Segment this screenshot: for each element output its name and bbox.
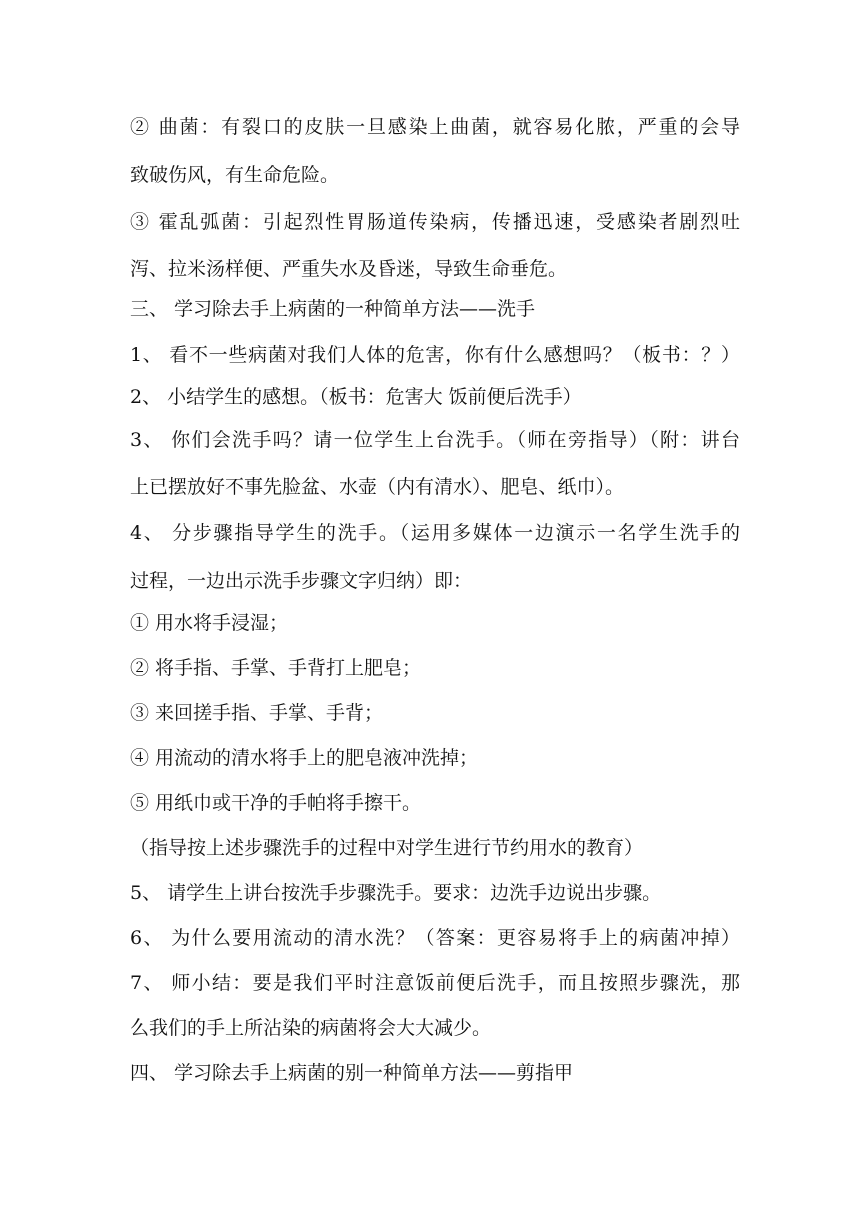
note-line: （指导按上述步骤洗手的过程中对学生进行节约用水的教育） bbox=[130, 837, 644, 859]
step-5: ⑤ 用纸巾或干净的手帕将手擦干。 bbox=[130, 792, 422, 814]
list-item-6: 6、 为什么要用流动的清水洗？（答案：更容易将手上的病菌冲掉） bbox=[130, 927, 740, 949]
list-item-5: 5、 请学生上讲台按洗手步骤洗手。要求：边洗手边说出步骤。 bbox=[130, 882, 662, 904]
section-heading-nail-trimming: 四、 学习除去手上病菌的别一种简单方法——剪指甲 bbox=[130, 1062, 574, 1084]
text-line-cholera: ③ 霍乱弧菌：引起烈性胃肠道传染病，传播迅速，受感染者剧烈吐 bbox=[130, 211, 740, 233]
list-item-1: 1、 看不一些病菌对我们人体的危害，你有什么感想吗？（板书：？） bbox=[130, 344, 740, 366]
list-item-4: 4、 分步骤指导学生的洗手。（运用多媒体一边演示一名学生洗手的 bbox=[130, 522, 740, 544]
step-1: ① 用水将手浸湿； bbox=[130, 612, 289, 634]
step-4: ④ 用流动的清水将手上的肥皂液冲洗掉； bbox=[130, 747, 479, 769]
text-line: 么我们的手上所沾染的病菌将会大大减少。 bbox=[130, 1017, 492, 1039]
text-line: 上已摆放好不事先脸盆、水壶（内有清水）、肥皂、纸巾）。 bbox=[130, 476, 625, 498]
text-line: 泻、拉米汤样便、严重失水及昏迷，导致生命垂危。 bbox=[130, 258, 568, 280]
list-item-7: 7、 师小结：要是我们平时注意饭前便后洗手，而且按照步骤洗，那 bbox=[130, 972, 740, 994]
text-line: 过程，一边出示洗手步骤文字归纳）即： bbox=[130, 570, 473, 592]
list-item-2: 2、 小结学生的感想。（板书：危害大 饭前便后洗手） bbox=[130, 386, 582, 408]
text-line-curved-bacteria: ② 曲菌：有裂口的皮肤一旦感染上曲菌，就容易化脓，严重的会导 bbox=[130, 116, 740, 138]
step-3: ③ 来回搓手指、手掌、手背； bbox=[130, 702, 384, 724]
section-heading-handwashing: 三、 学习除去手上病菌的一种简单方法——洗手 bbox=[130, 298, 536, 320]
step-2: ② 将手指、手掌、手背打上肥皂； bbox=[130, 657, 422, 679]
list-item-3: 3、 你们会洗手吗？请一位学生上台洗手。（师在旁指导）（附：讲台 bbox=[130, 429, 740, 451]
text-line: 致破伤风，有生命危险。 bbox=[130, 164, 340, 186]
